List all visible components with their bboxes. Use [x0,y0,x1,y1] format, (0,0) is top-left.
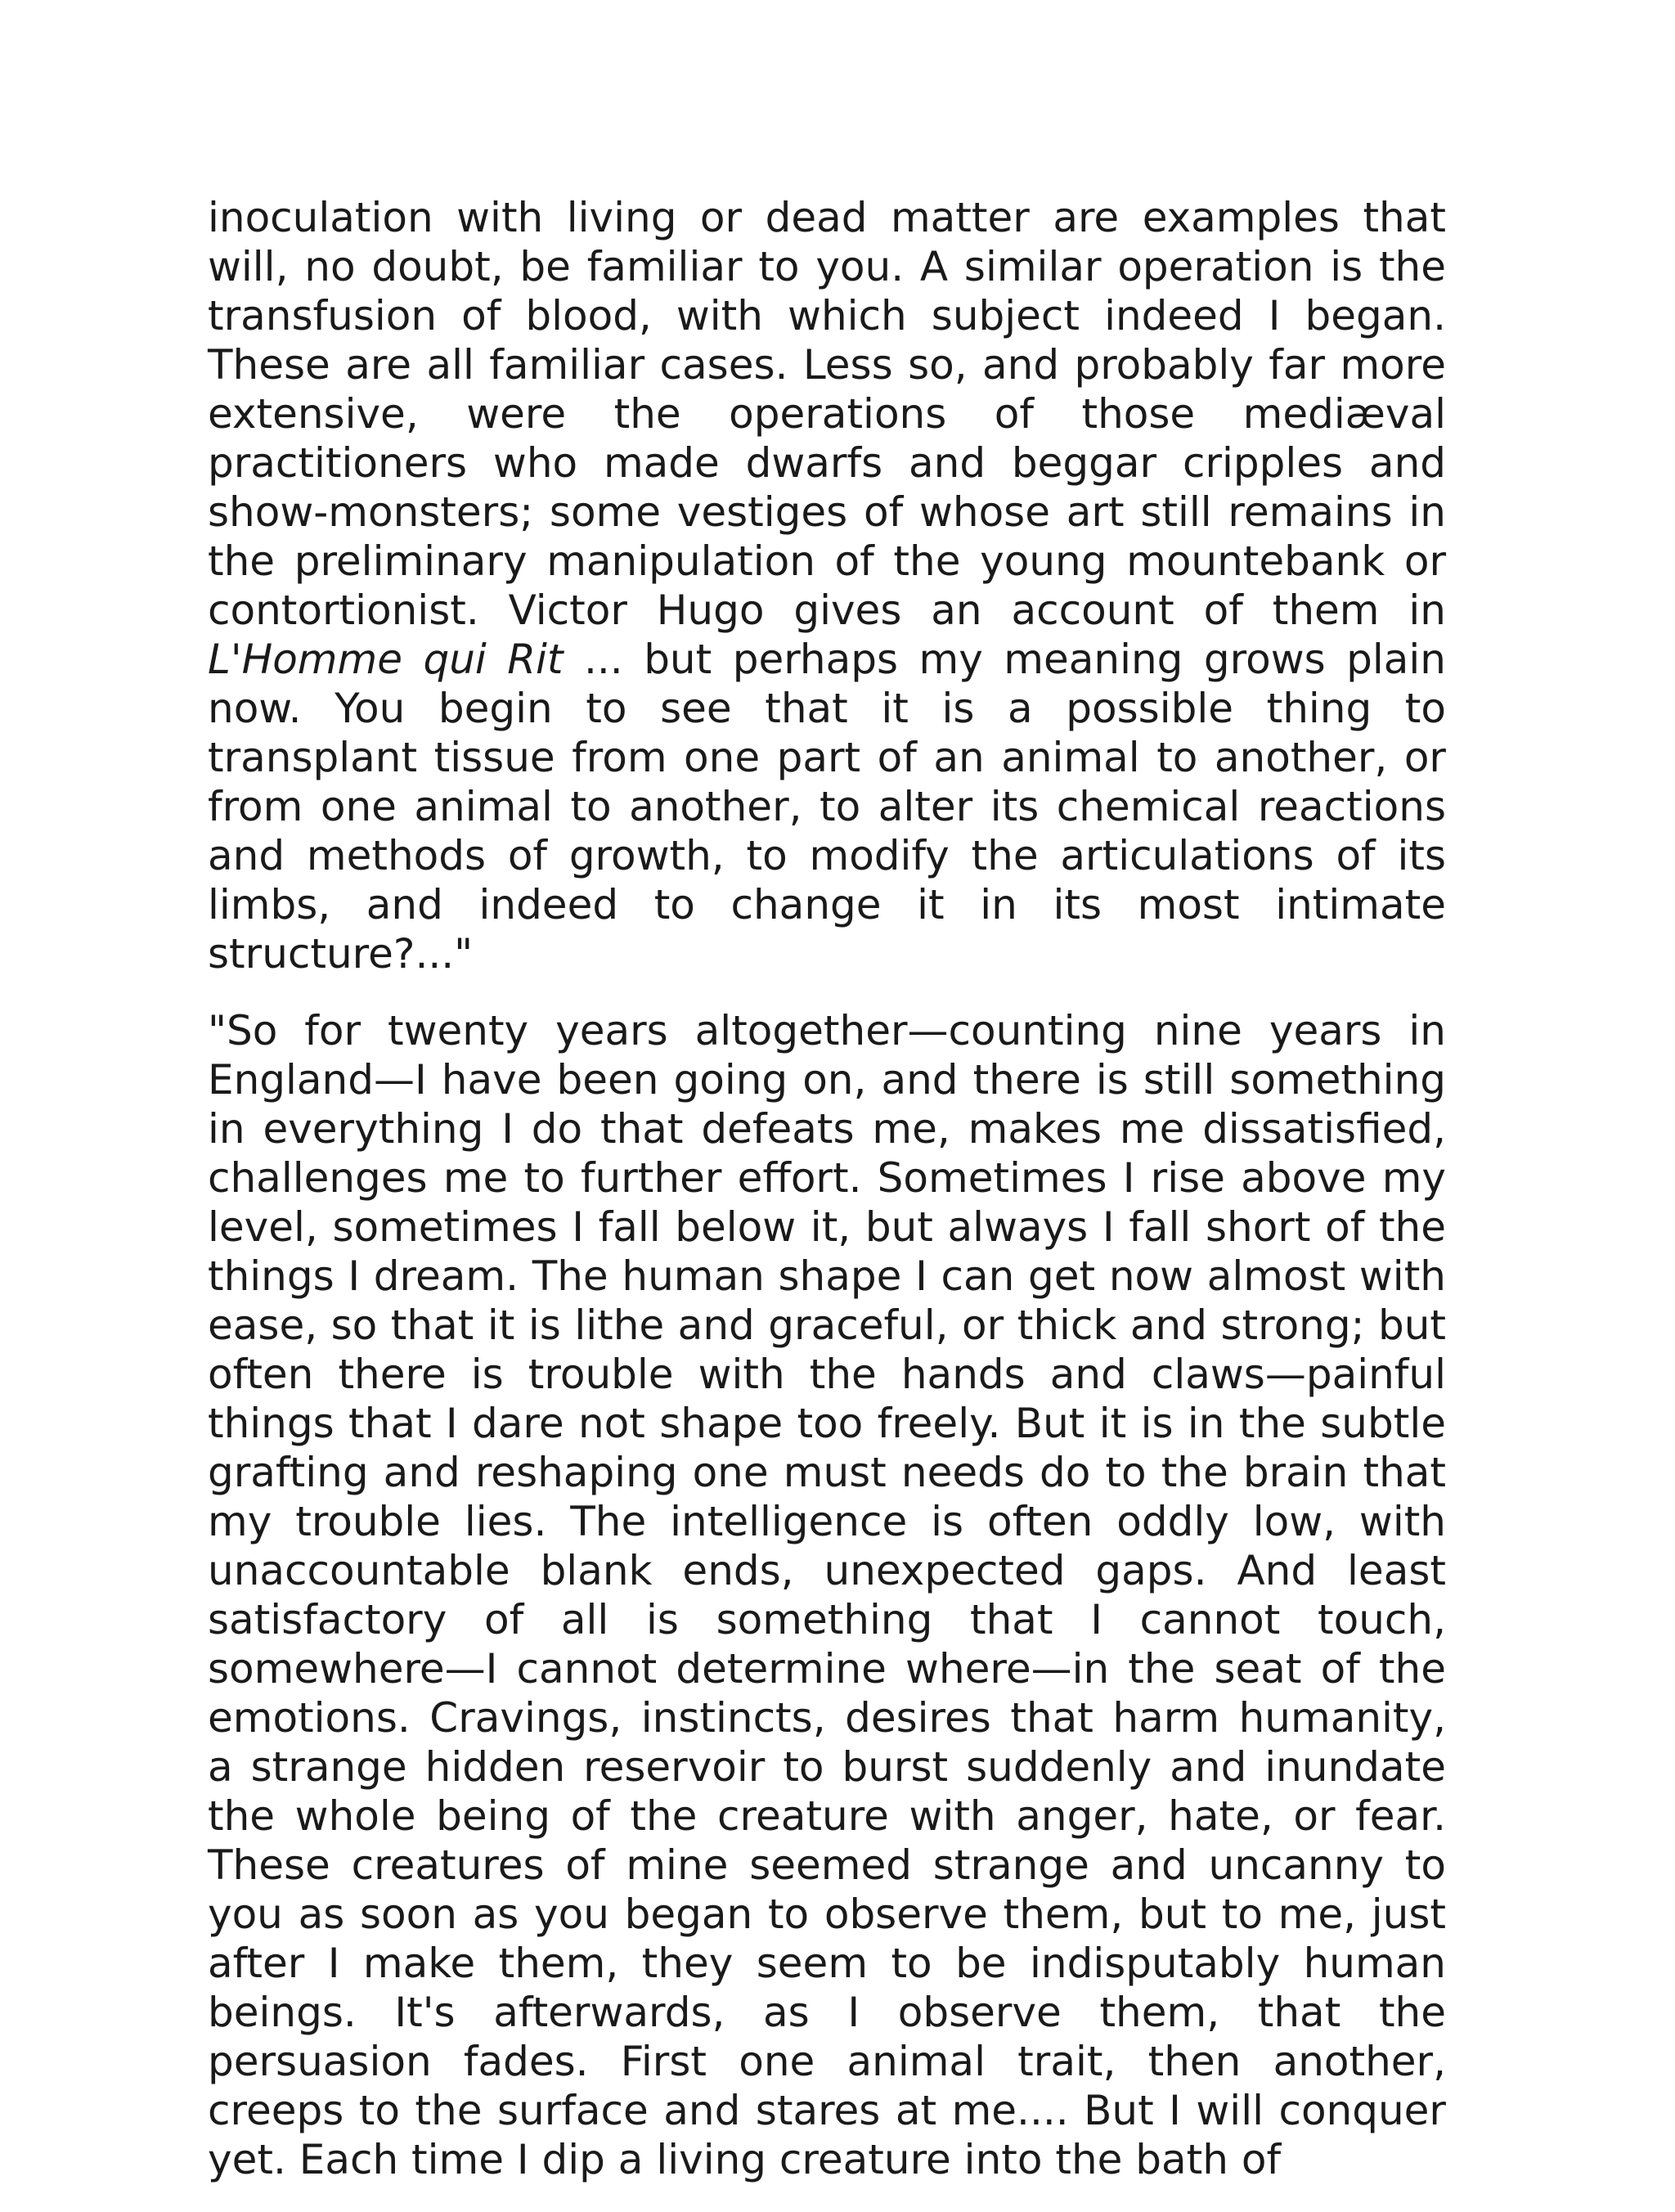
paragraph-1 [208,193,1446,978]
page-text [208,193,1446,2212]
paragraph-1-text-start: inoculation with living or dead matter are examples that will, no doubt, be familiar to you. A similar operation is the transfusion of blood, with which subject indeed I began. These are all familiar cases. Less so, and probably far more extensive, were the operations of those mediæval practitioners who made dwarfs and beggar cripples and show-monsters; some vestiges of whose art still remains in the preliminary manipulation of the young mountebank or contortionist. Victor Hugo gives an account of them in [208,194,1446,634]
paragraph-1-text-end: ... but perhaps my meaning grows plain now. You begin to see that it is a possible thing to transplant tissue from one part of an animal to another, or from one animal to another, to alter its chemical reactions and methods of growth, to modify the articulations of its limbs, and indeed to change it in its most intimate structure?..." [208,636,1446,978]
book-title: L'Homme qui Rit [208,636,564,683]
paragraph-2: "So for twenty years altogether—counting nine years in England—I have been going on, and there is still something in everything I do that defeats me, makes me dissatisfied, challenges me to further effort. Sometimes I rise above my level, sometimes I fall below it, but always I fall short of the things I dream. The human shape I can get now almost with ease, so that it is lithe and graceful, or thick and strong; but often there is trouble with the hands and claws—painful things that I dare not shape too freely. But it is in the subtle grafting and reshaping one must needs do to the brain that my trouble lies. The intelligence is often oddly low, with unaccountable blank ends, unexpected gaps. And least satisfactory of all is something that I cannot touch, somewhere—I cannot determine where—in the seat of the emotions. Cravings, instincts, desires that harm humanity, a strange hidden reservoir to burst suddenly and inundate the whole being of the creature with anger, hate, or fear. These creatures of mine seemed strange and uncanny to you as soon as you began to observe them, but to me, just after I make them, they seem to be indisputably human beings. It's afterwards, as I observe them, that the persuasion fades. First one animal trait, then another, creeps to the surface and stares at me.... But I will conquer yet. Each time I dip a living creature into the bath of [208,1007,1446,2183]
